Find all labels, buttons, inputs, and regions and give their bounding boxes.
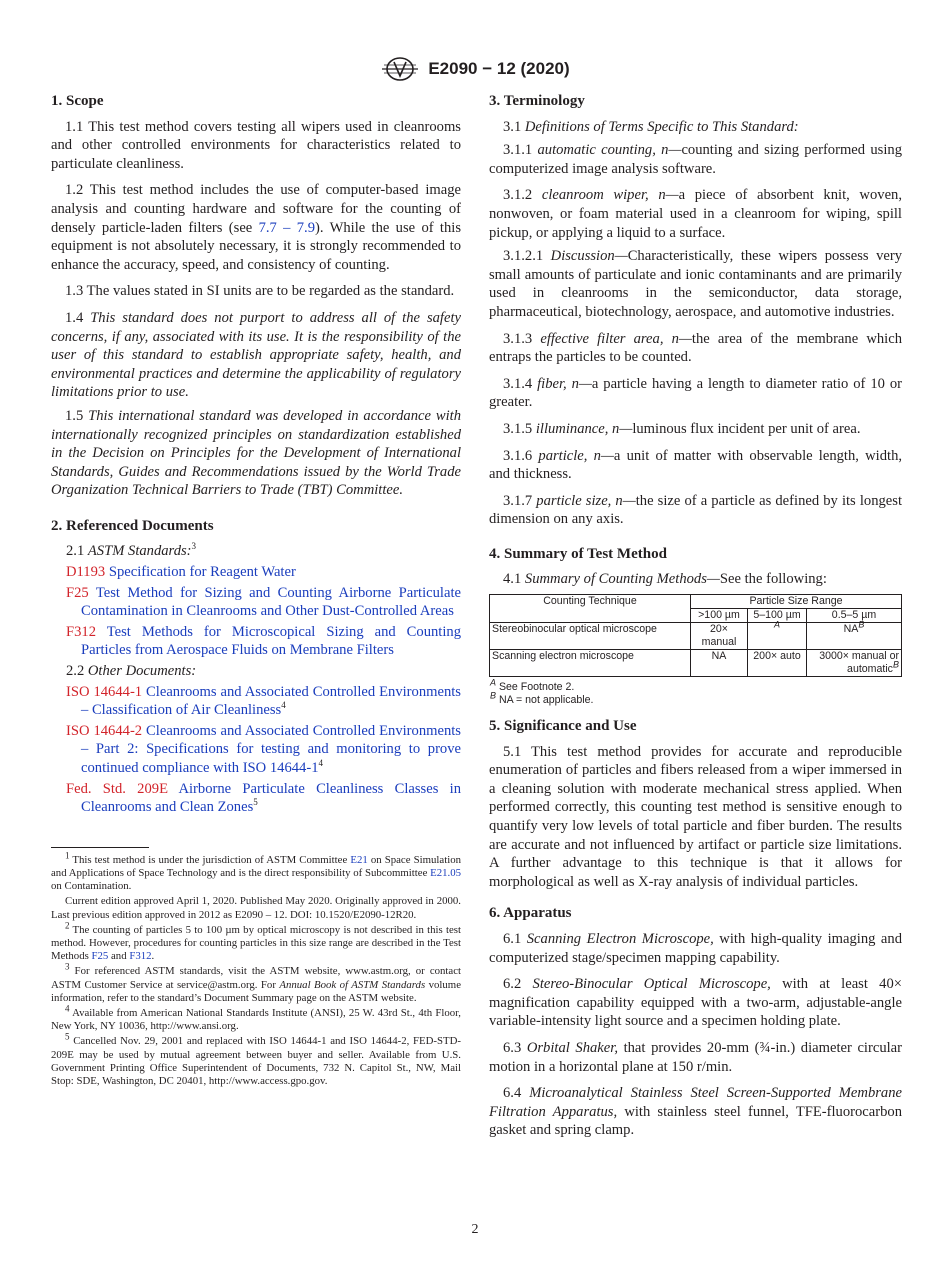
reference-item[interactable]: ISO 14644-1 Cleanrooms and Associated Controlled Environments – Classification of Air Cleanliness$^4$: [66, 683, 461, 719]
section-heading-apparatus: 6. Apparatus: [489, 905, 572, 922]
reference-item[interactable]: ISO 14644-2 Cleanrooms and Associated Controlled Environments – Part 2: Specifications for testing and monitoring to prove continued compliance with ISO $14644-1^4$: [66, 722, 461, 776]
table-cell: $NA^B$: [807, 623, 902, 650]
paragraph-1-4: 1.4 This standard does not purport to address all of the safety concerns, if any, associated with its use. It is the responsibility of the user of this standard to establish appropriate safety, health, and environmental practices and determine the applicability of regulatory limitations prior to use.: [51, 309, 461, 401]
table-cell: NA: [691, 650, 748, 677]
paragraph-1-1: 1.1 This test method covers testing all wipers used in cleanrooms and other controlled environments for characteristics related to particulate cleanliness.: [51, 118, 461, 172]
term-definition: 3.1.7 particle size, n—the size of a particle as defined by its longest dimension on any axis.: [489, 492, 902, 528]
committee-link-e21[interactable]: E21: [350, 853, 368, 866]
term-definition: 3.1.6 particle, n—a unit of matter with observable length, width, and thickness.: [489, 447, 903, 483]
apparatus-item: 6.3 Orbital Shaker, that provides 20-mm (¾-in.) diameter circular motion in a horizontal plane at 150 r/min.: [489, 1039, 903, 1075]
table-cell: 3000× manual or automatic$^B$: [807, 650, 902, 677]
table-header: Counting Technique: [490, 595, 691, 623]
paragraph-4-1: 4.1 Summary of Counting Methods—See the following:: [503, 571, 827, 588]
table-cell: A: [748, 623, 807, 650]
document-title: E2090 − 12 (2020): [428, 59, 570, 78]
subsection-2-1: 2.1 ASTM Standards:$^3$: [66, 541, 197, 560]
section-heading-significance: 5. Significance and Use: [489, 718, 637, 735]
term-definition: 3.1.2.1 Discussion—Characteristically, these wipers possess very small amounts of particulate and ionic contaminants and are primarily used in cleanrooms in the semiconductor, data storage, pharmaceutical, biotechnology, aerospace, and automotive industries.: [489, 248, 902, 320]
page-header: [0, 56, 950, 82]
reference-item[interactable]: D1193 Specification for Reagent Water: [66, 564, 296, 581]
paragraph-1-5: 1.5 This international standard was developed in accordance with internationally recognized principles on standardization established in the Decision on Principles for the Development of International Standards, Guides and Recommendations issued by the World Trade Organization Technical Barriers to Trade (TBT) Committee.: [51, 407, 462, 499]
page-number: 2: [471, 1222, 479, 1237]
apparatus-item: 6.4 Microanalytical Stainless Steel Screen-Supported Membrane Filtration Apparatus, with stainless steel funnel, TFE-fluorocarbon gasket and spring clamp.: [489, 1085, 902, 1139]
term-definition: 3.1.4 fiber, n—a particle having a length to diameter ratio of 10 or greater.: [489, 375, 902, 411]
footnote-link-f25[interactable]: F25: [91, 950, 109, 963]
apparatus-item: 6.2 Stereo-Binocular Optical Microscope, with at least 40× magnification capability equipped with a two-arm, adjustable-angle variable-intensity light source and a specimen holding plate.: [489, 976, 903, 1030]
term-definition: 3.1.3 effective filter area, n—the area of the membrane which entraps the particles to be counted.: [489, 330, 902, 366]
table-cell: Stereobinocular optical microscope: [490, 623, 691, 650]
footnote-5: $^5$ Cancelled Nov. 29, 2001 and replaced with ISO 14644-1 and ISO 14644-2, FED-STD-209E may be used by mutual agreement between buyer and seller. Available from U.S. Government Printing Office Superintendent of Documents, 732 N. Capitol St., NW, Mail Stop: SDE, Washington, DC 20401, http://www.access.gpo.gov.: [51, 1031, 461, 1088]
paragraph-5-1: 5.1 This test method provides for accurate and reproducible enumeration of particles and fibers released from a wiper immersed in a cleaning solution with moderate mechanical stress applied. When performed correctly, this counting test method is sensitive enough to quantify very low levels of total particle and fiber burden. The results are accurate and not influenced by artifact or particle size limitations. A further advantage to this technique is that it allows for morphological as well as X-ray analysis of individual particles.: [489, 743, 902, 890]
reference-item[interactable]: Fed. Std. 209E Airborne Particulate Cleanliness Classes in Cleanrooms and Clean Zones$^5$: [66, 780, 462, 816]
table-header: >100 µm: [691, 609, 748, 623]
footnote-1: $^1$ This test method is under the jurisdiction of ASTM Committee E21 on Space Simulation and Applications of Space Technology and is the direct responsibility of Subcommittee E21.05 on Contamination.: [51, 850, 461, 893]
footnote-3: $^3$ For referenced ASTM standards, visit the ASTM website, www.astm.org, or contact ASTM Customer Service at service@astm.org. For Annual Book of ASTM Standards volume information, refer to the standard’s Document Summary page on the ASTM website.: [51, 961, 461, 1004]
table-header: 5–100 µm: [748, 609, 807, 623]
term-definition: 3.1.5 illuminance, n—luminous flux incident per unit of area.: [503, 420, 861, 437]
footnote-divider: [51, 847, 149, 848]
table-row: [490, 623, 902, 650]
footnote-4: $^4$ Available from American National Standards Institute (ANSI), 25 W. 43rd St., 4th Floor, New York, NY 10036, http://www.ansi.org.: [51, 1003, 461, 1033]
apparatus-item: 6.1 Scanning Electron Microscope, with high-quality imaging and computerized stage/specimen mapping capability.: [489, 931, 903, 966]
table-cell: 200× auto: [748, 650, 807, 677]
right-column: [489, 92, 902, 1148]
reference-item[interactable]: F25 Test Method for Sizing and Counting Airborne Particulate Contamination in Cleanrooms and Other Dust-Controlled Areas: [66, 584, 461, 620]
term-definition: 3.1.2 cleanroom wiper, n—a piece of absorbent knit, woven, nonwoven, or foam material used in a cleanroom for wiping, spill pickup, or applying a liquid to a surface.: [489, 187, 902, 241]
subsection-2-2: 2.2 Other Documents:: [66, 663, 197, 680]
table-header: 0.5–5 µm: [807, 609, 902, 623]
astm-logo-icon: [380, 56, 420, 82]
table-footnote-a: $^A$ See Footnote 2.: [490, 677, 575, 694]
section-heading-referenced-documents: 2. Referenced Documents: [51, 517, 214, 534]
paragraph-1-2: 1.2 This test method includes the use of computer-based image analysis and counting hardware and software for the counting of densely particle-laden filters (see 7.7 – 7.9). While the use of this equipment is not absolutely necessary, it is strongly recommended to enhance the accuracy, speed, and consistency of counting.: [51, 182, 462, 273]
table-cell: 20× manual: [691, 623, 748, 650]
footnote-link-f312[interactable]: F312: [129, 950, 152, 963]
table-cell: Scanning electron microscope: [490, 650, 691, 677]
table-header: Particle Size Range: [691, 595, 902, 609]
section-link-7-7[interactable]: 7.7 – 7.9: [258, 219, 316, 236]
paragraph-1-3: 1.3 The values stated in SI units are to be regarded as the standard.: [65, 283, 455, 300]
table-footnote-b: $^B$ NA = not applicable.: [490, 690, 594, 707]
section-heading-scope: 1. Scope: [51, 93, 104, 109]
section-heading-terminology: 3. Terminology: [489, 93, 585, 109]
footnote-1-edition: Current edition approved April 1, 2020. Published May 2020. Originally approved in 2000. Last previous edition approved in 2012 as E2090 – 12. DOI: 10.1520/E2090-12R20.: [51, 895, 461, 921]
reference-item[interactable]: F312 Test Methods for Microscopical Sizing and Counting Particles from Aerospace Fluids on Membrane Filters: [66, 623, 461, 659]
table-row: [490, 650, 902, 677]
counting-methods-table: [489, 594, 902, 677]
section-heading-summary: 4. Summary of Test Method: [489, 545, 667, 562]
subcommittee-link-e21-05[interactable]: E21.05: [430, 866, 461, 879]
footnote-2: $^2$ The counting of particles 5 to 100 µm by optical microscopy is not described in this test method. However, procedures for counting particles in this size range are described in the Test Methods F25 and F312.: [51, 920, 461, 963]
left-column: [51, 92, 461, 1090]
paragraph-3-1: 3.1 Definitions of Terms Specific to This Standard:: [503, 118, 799, 135]
term-definition: 3.1.1 automatic counting, n—counting and sizing performed using computerized image analysis software.: [489, 142, 902, 177]
